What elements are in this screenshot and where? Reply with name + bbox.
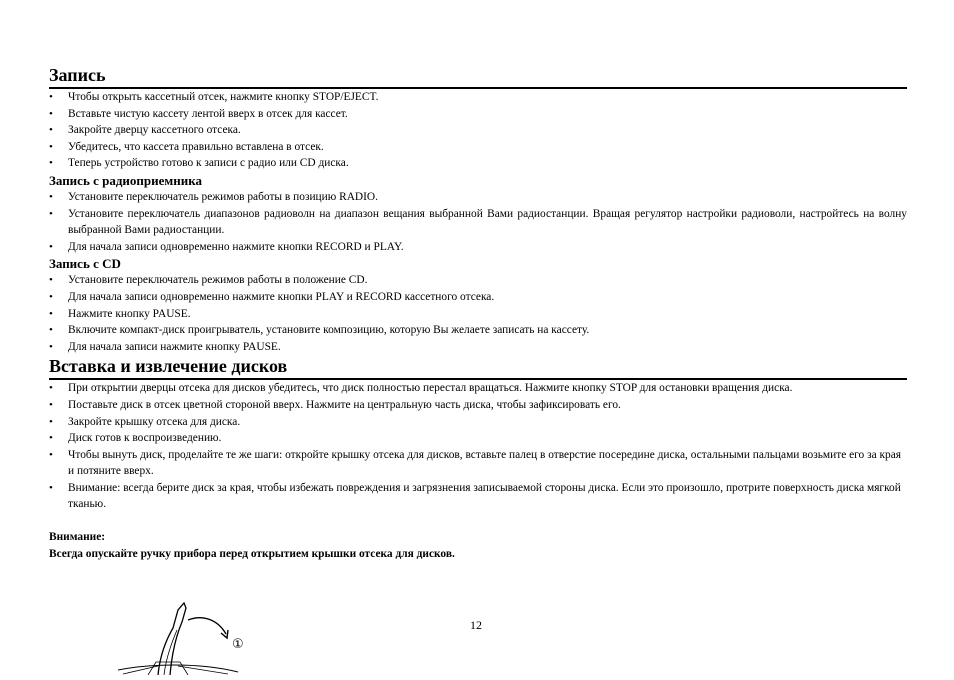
list-item: • При открытии дверцы отсека для дисков убедитесь, что диск полностью перестал вращаться. Нажмите кнопку STOP для остановки вращения диска. (49, 380, 907, 397)
subsection-title-cd: Запись с CD (49, 256, 121, 272)
list-item: • Закройте крышку отсека для диска. (49, 414, 907, 431)
list-item: • Включите компакт-диск проигрыватель, установите композицию, которую Вы желаете записать на кассету. (49, 322, 907, 339)
list-item: • Убедитесь, что кассета правильно вставлена в отсек. (49, 139, 907, 156)
cd-recording-list (49, 272, 907, 355)
list-item: • Диск готов к воспроизведению. (49, 430, 907, 447)
note-text: Всегда опускайте ручку прибора перед открытием крышки отсека для дисков. (49, 547, 455, 560)
handle-drawing (118, 600, 258, 675)
list-item: • Чтобы вынуть диск, проделайте те же шаги: откройте крышку отсека для дисков, вставьте палец в отверстие посередине диска, остальными пальцами возьмите его за края и потяните вверх. (49, 447, 907, 480)
section-title-recording: Запись (49, 64, 907, 89)
recording-list (49, 89, 907, 172)
list-item: • Установите переключатель режимов работы в положение CD. (49, 272, 907, 289)
list-item: • Установите переключатель диапазонов радиоволн на диапазон вещания выбранной Вами радиостанции. Вращая регулятор настройки радиоволи, настройтесь на волну выбранной Вами радиостанции. (49, 206, 907, 239)
list-item: • Внимание: всегда берите диск за края, чтобы избежать повреждения и загрязнения записываемой стороны диска. Если это произошло, протрите поверхность диска мягкой тканью. (49, 480, 907, 513)
spacer (49, 513, 907, 529)
list-item: • Поставьте диск в отсек цветной стороной вверх. Нажмите на центральную часть диска, чтобы зафиксировать его. (49, 397, 907, 414)
callout-number: ① (232, 637, 244, 652)
list-item: • Закройте дверцу кассетного отсека. (49, 122, 907, 139)
handle-illustration (118, 600, 258, 675)
list-item: • Установите переключатель режимов работы в позицию RADIO. (49, 189, 907, 206)
disc-list (49, 380, 907, 513)
page-number: 12 (470, 618, 482, 632)
note-label: Внимание: (49, 531, 106, 544)
list-item: • Для начала записи нажмите кнопку PAUSE. (49, 339, 907, 356)
list-item: • Для начала записи одновременно нажмите кнопки RECORD и PLAY. (49, 239, 907, 256)
section-title-disc: Вставка и извлечение дисков (49, 355, 907, 380)
subsection-title-radio: Запись с радиоприемника (49, 172, 202, 188)
manual-page (49, 64, 907, 562)
radio-recording-list (49, 189, 907, 255)
list-item: • Для начала записи одновременно нажмите кнопки PLAY и RECORD кассетного отсека. (49, 289, 907, 306)
list-item: • Вставьте чистую кассету лентой вверх в отсек для кассет. (49, 106, 907, 123)
list-item: • Чтобы открыть кассетный отсек, нажмите кнопку STOP/EJECT. (49, 89, 907, 106)
list-item: • Теперь устройство готово к записи с радио или CD диска. (49, 155, 907, 172)
list-item: • Нажмите кнопку PAUSE. (49, 306, 907, 323)
